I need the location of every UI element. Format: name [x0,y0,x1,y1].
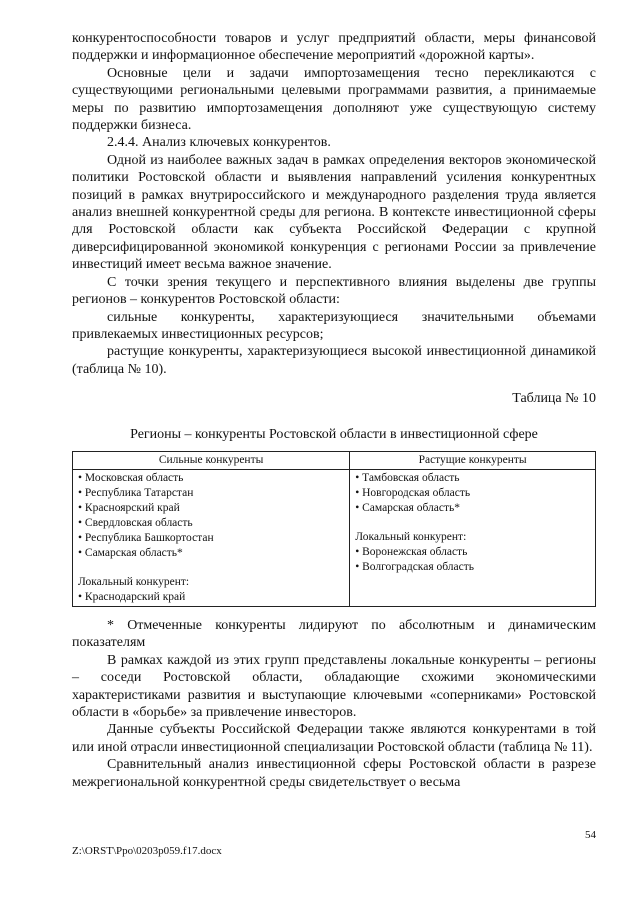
list-item: • Республика Татарстан [78,486,344,501]
strong-list [78,471,344,561]
paragraph: сильные конкуренты, характеризующиеся значительными объемами привлекаемых инвестиционных ресурсов; [72,309,596,342]
strong-local-list [78,590,344,605]
list-item: • Воронежская область [355,545,590,560]
paragraph: * Отмеченные конкуренты лидируют по абсолютным и динамическим показателям [72,617,596,651]
growing-local-label: Локальный конкурент: [355,530,467,543]
list-item: • Республика Башкортостан [78,531,344,546]
header-growing: Растущие конкуренты [350,451,596,469]
list-item: • Краснодарский край [78,590,344,605]
paragraph: Основные цели и задачи импортозамещения тесно перекликаются с существующими региональными целевыми программами развития, а принимаемые меры по развитию импортозамещения дополняют уже существующую систему поддержки бизнеса. [72,65,596,134]
list-item: • Новгородская область [355,486,590,501]
list-item: • Московская область [78,471,344,486]
table-body-row [73,469,596,606]
header-strong: Сильные конкуренты [73,451,350,469]
list-item: • Самарская область* [355,501,590,516]
paragraph: В рамках каждой из этих групп представлены локальные конкуренты – регионы – соседи Ростовской области, обладающие схожими экономическими характеристиками развития и выступающие ключевыми «соперниками» Ростовской области в «борьбе» за привлечение инвесторов. [72,652,596,720]
paragraph: растущие конкуренты, характеризующиеся высокой инвестиционной динамикой (таблица № 10). [72,344,596,377]
growing-list [355,471,590,516]
paragraph: конкурентоспособности товаров и услуг предприятий области, меры финансовой поддержки и информационное обеспечение мероприятий «дорожной карты». [72,31,596,64]
list-item: • Тамбовская область [355,471,590,486]
paragraph: С точки зрения текущего и перспективного влияния выделены две группы регионов – конкурентов Ростовской области: [72,274,596,308]
bottom-paragraphs [72,617,596,791]
paragraph: Данные субъекты Российской Федерации также являются конкурентами в той или иной отрасли инвестиционной специализации Ростовской области (таблица № 11). [72,722,596,755]
growing-local-list [355,545,590,575]
paragraph: 2.4.4. Анализ ключевых конкурентов. [107,135,331,151]
top-paragraphs [72,30,596,378]
competitors-table [72,451,596,607]
list-item: • Красноярский край [78,501,344,516]
page-number: 54 [585,829,596,841]
strong-local-label: Локальный конкурент: [78,575,190,588]
list-item: • Свердловская область [78,516,344,531]
paragraph: Одной из наиболее важных задач в рамках определения векторов экономической политики Ростовской области и выявления направлений усиления конкурентных позиций в рамках внутрироссийского и международного разделения труда является анализ внешней конкурентной среды для региона. В контексте инвестиционной сферы для Ростовской области как субъекта Российской Федерации с крупной диверсифицированной экономикой конкуренция с регионами России за привлечение инвестиций имеет весьма важное значение. [72,152,596,273]
strong-cell [73,469,350,606]
list-item: • Волгоградская область [355,560,590,575]
table-header-row [73,451,596,469]
paragraph: Сравнительный анализ инвестиционной сферы Ростовской области в разрезе межрегиональной конкурентной среды свидетельствует о весьма [72,757,596,790]
table-caption: Регионы – конкуренты Ростовской области в инвестиционной сфере [130,426,538,442]
file-path: Z:\ORST\Ppo\0203p059.f17.docx [72,845,222,857]
table-number: Таблица № 10 [512,391,596,407]
list-item: • Самарская область* [78,546,344,561]
growing-cell [350,469,596,606]
document-page [72,30,596,791]
